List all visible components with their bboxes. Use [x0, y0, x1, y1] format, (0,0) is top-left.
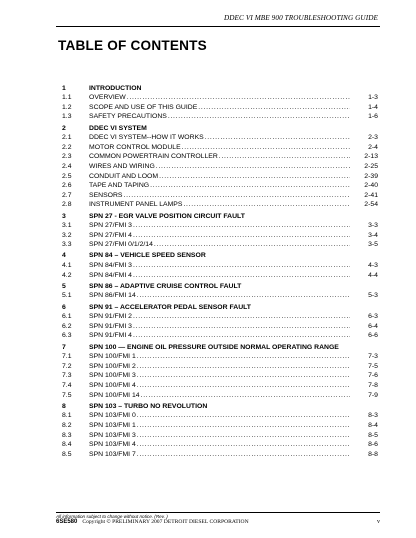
footer-rule — [56, 512, 380, 513]
table-of-contents — [62, 82, 378, 459]
entry-page-number: 8-5 — [368, 431, 378, 439]
entry-title-with-leader — [89, 331, 350, 341]
toc-entry[interactable] — [62, 291, 378, 301]
section-title: SPN 27 - EGR VALVE POSITION CIRCUIT FAULT — [89, 212, 245, 220]
entry-title-with-leader — [89, 221, 350, 231]
entry-number: 2.5 — [62, 172, 72, 180]
entry-title-with-leader — [89, 352, 350, 362]
dot-leader — [136, 381, 350, 391]
entry-title: SPN 27/FMI 3 — [89, 222, 132, 230]
entry-title-with-leader — [89, 431, 350, 441]
section-title: SPN 91 – ACCELERATOR PEDAL SENSOR FAULT — [89, 303, 251, 311]
section-number: 5 — [62, 282, 66, 290]
section-number: 8 — [62, 402, 66, 410]
entry-title: SENSORS — [89, 191, 123, 199]
section-title: SPN 86 – ADAPTIVE CRUISE CONTROL FAULT — [89, 282, 242, 290]
entry-title-with-leader — [89, 231, 350, 241]
entry-page-number: 5-3 — [368, 292, 378, 300]
entry-title: SPN 27/FMI 0/1/2/14 — [89, 241, 153, 249]
entry-number: 6.3 — [62, 332, 72, 340]
toc-section-heading[interactable] — [62, 303, 378, 313]
dot-leader — [126, 93, 350, 103]
entry-title: SPN 91/FMI 4 — [89, 332, 132, 340]
section-number: 1 — [62, 84, 66, 92]
entry-number: 8.1 — [62, 412, 72, 420]
toc-section-heading[interactable] — [62, 343, 378, 353]
dot-leader — [136, 450, 350, 460]
entry-title-with-leader — [89, 371, 350, 381]
section-title: SPN 84 – VEHICLE SPEED SENSOR — [89, 252, 206, 260]
entry-number: 8.4 — [62, 441, 72, 449]
entry-number: 1.1 — [62, 94, 72, 102]
entry-number: 4.1 — [62, 262, 72, 270]
entry-page-number: 2-25 — [364, 162, 378, 170]
toc-section-heading[interactable] — [62, 402, 378, 412]
entry-page-number: 1-6 — [368, 113, 378, 121]
entry-page-number: 2-13 — [364, 153, 378, 161]
toc-entry[interactable] — [62, 93, 378, 103]
entry-page-number: 3-4 — [368, 231, 378, 239]
dot-leader — [136, 440, 350, 450]
entry-title-with-leader — [89, 93, 350, 103]
entry-title-with-leader — [89, 133, 350, 143]
entry-number: 2.4 — [62, 162, 72, 170]
entry-number: 3.2 — [62, 231, 72, 239]
toc-entry[interactable] — [62, 133, 378, 143]
dot-leader — [155, 162, 350, 172]
entry-page-number: 8-3 — [368, 412, 378, 420]
dot-leader — [167, 112, 350, 122]
entry-title: CONDUIT AND LOOM — [89, 172, 159, 180]
entry-title-with-leader — [89, 162, 350, 172]
dot-leader — [140, 391, 350, 401]
dot-leader — [132, 312, 350, 322]
entry-title-with-leader — [89, 381, 350, 391]
dot-leader — [122, 191, 350, 201]
toc-entry[interactable] — [62, 431, 378, 441]
entry-title: SPN 103/FMI 1 — [89, 421, 136, 429]
entry-number: 7.1 — [62, 353, 72, 361]
entry-number: 8.3 — [62, 431, 72, 439]
entry-page-number: 8-8 — [368, 450, 378, 458]
dot-leader — [136, 421, 350, 431]
section-number: 6 — [62, 303, 66, 311]
section-title: SPN 100 — ENGINE OIL PRESSURE OUTSIDE NORMAL OPERATING RANGE — [89, 343, 339, 351]
section-title: SPN 103 – TURBO NO REVOLUTION — [89, 402, 208, 410]
entry-number: 7.2 — [62, 362, 72, 370]
entry-page-number: 1-4 — [368, 103, 378, 111]
toc-entry[interactable] — [62, 352, 378, 362]
toc-entry[interactable] — [62, 261, 378, 271]
dot-leader — [136, 362, 350, 372]
entry-title-with-leader — [89, 191, 350, 201]
page-number: v — [377, 519, 380, 525]
section-number: 4 — [62, 252, 66, 260]
entry-title: SPN 91/FMI 2 — [89, 313, 132, 321]
entry-title: SPN 103/FMI 4 — [89, 441, 136, 449]
entry-number: 2.3 — [62, 153, 72, 161]
entry-title: SPN 100/FMI 14 — [89, 391, 140, 399]
entry-page-number: 7-8 — [368, 381, 378, 389]
page-title: TABLE OF CONTENTS — [58, 38, 207, 53]
toc-entry[interactable] — [62, 103, 378, 113]
entry-page-number: 2-39 — [364, 172, 378, 180]
entry-number: 8.2 — [62, 421, 72, 429]
entry-number: 2.2 — [62, 143, 72, 151]
section-title: DDEC VI SYSTEM — [89, 124, 147, 132]
dot-leader — [204, 133, 350, 143]
section-number: 2 — [62, 124, 66, 132]
entry-page-number: 6-6 — [368, 332, 378, 340]
entry-page-number: 1-3 — [368, 94, 378, 102]
entry-number: 6.2 — [62, 322, 72, 330]
entry-number: 2.1 — [62, 134, 72, 142]
dot-leader — [136, 431, 350, 441]
entry-page-number: 7-3 — [368, 353, 378, 361]
entry-page-number: 4-3 — [368, 262, 378, 270]
toc-section-heading[interactable] — [62, 251, 378, 261]
entry-title-with-leader — [89, 312, 350, 322]
toc-section-heading[interactable] — [62, 212, 378, 222]
entry-number: 7.5 — [62, 391, 72, 399]
entry-title-with-leader — [89, 200, 350, 210]
entry-number: 3.1 — [62, 222, 72, 230]
entry-title: SPN 100/FMI 2 — [89, 362, 136, 370]
entry-page-number: 3-5 — [368, 241, 378, 249]
entry-page-number: 7-9 — [368, 391, 378, 399]
dot-leader — [181, 143, 350, 153]
toc-section-heading[interactable] — [62, 282, 378, 292]
entry-title-with-leader — [89, 152, 350, 162]
toc-entry[interactable] — [62, 271, 378, 281]
entry-title: INSTRUMENT PANEL LAMPS — [89, 201, 183, 209]
entry-title: SPN 100/FMI 3 — [89, 372, 136, 380]
toc-entry[interactable] — [62, 362, 378, 372]
entry-title-with-leader — [89, 291, 350, 301]
toc-entry[interactable] — [62, 440, 378, 450]
entry-title: SAFETY PRECAUTIONS — [89, 113, 167, 121]
entry-title: SCOPE AND USE OF THIS GUIDE — [89, 103, 198, 111]
toc-entry[interactable] — [62, 221, 378, 231]
entry-title-with-leader — [89, 391, 350, 401]
toc-entry[interactable] — [62, 240, 378, 250]
entry-title-with-leader — [89, 362, 350, 372]
section-title: INTRODUCTION — [89, 84, 142, 92]
toc-entry[interactable] — [62, 331, 378, 341]
toc-entry[interactable] — [62, 411, 378, 421]
entry-page-number: 2-40 — [364, 182, 378, 190]
dot-leader — [136, 411, 350, 421]
dot-leader — [149, 181, 350, 191]
dot-leader — [132, 331, 350, 341]
toc-entry[interactable] — [62, 200, 378, 210]
entry-title: SPN 103/FMI 3 — [89, 431, 136, 439]
entry-page-number: 7-6 — [368, 372, 378, 380]
toc-section-heading[interactable] — [62, 84, 378, 94]
entry-title-with-leader — [89, 411, 350, 421]
entry-number: 6.1 — [62, 313, 72, 321]
toc-entry[interactable] — [62, 322, 378, 332]
entry-page-number: 2-3 — [368, 134, 378, 142]
entry-number: 8.5 — [62, 450, 72, 458]
entry-page-number: 8-4 — [368, 421, 378, 429]
dot-leader — [132, 271, 350, 281]
entry-title: OVERVIEW — [89, 94, 126, 102]
dot-leader — [158, 172, 350, 182]
entry-title: DDEC VI SYSTEM--HOW IT WORKS — [89, 134, 204, 142]
entry-title-with-leader — [89, 143, 350, 153]
entry-number: 3.3 — [62, 241, 72, 249]
toc-entry[interactable] — [62, 112, 378, 122]
entry-title: SPN 86/FMI 14 — [89, 292, 136, 300]
toc-entry[interactable] — [62, 181, 378, 191]
dot-leader — [132, 322, 350, 332]
entry-page-number: 2-4 — [368, 143, 378, 151]
entry-page-number: 2-54 — [364, 201, 378, 209]
section-number: 3 — [62, 212, 66, 220]
entry-title: COMMON POWERTRAIN CONTROLLER — [89, 153, 218, 161]
entry-title-with-leader — [89, 240, 350, 250]
toc-entry[interactable] — [62, 381, 378, 391]
entry-title: SPN 103/FMI 0 — [89, 412, 136, 420]
toc-entry[interactable] — [62, 162, 378, 172]
entry-title: MOTOR CONTROL MODULE — [89, 143, 181, 151]
toc-entry[interactable] — [62, 371, 378, 381]
toc-entry[interactable] — [62, 391, 378, 401]
entry-page-number: 4-4 — [368, 271, 378, 279]
entry-title-with-leader — [89, 261, 350, 271]
entry-page-number: 7-5 — [368, 362, 378, 370]
document-id: 6SE580 — [56, 519, 78, 525]
entry-title: SPN 84/FMI 4 — [89, 271, 132, 279]
entry-page-number: 6-4 — [368, 322, 378, 330]
entry-number: 2.7 — [62, 191, 72, 199]
entry-title-with-leader — [89, 181, 350, 191]
footer — [56, 519, 380, 525]
dot-leader — [132, 231, 350, 241]
copyright-notice: Copyright © PRELIMINARY 2007 DETROIT DIESEL CORPORATION — [82, 519, 249, 525]
entry-number: 4.2 — [62, 271, 72, 279]
entry-page-number: 8-6 — [368, 441, 378, 449]
toc-entry[interactable] — [62, 143, 378, 153]
toc-entry[interactable] — [62, 191, 378, 201]
entry-page-number: 3-3 — [368, 222, 378, 230]
entry-title-with-leader — [89, 103, 350, 113]
toc-entry[interactable] — [62, 172, 378, 182]
running-header: DDEC VI MBE 900 TROUBLESHOOTING GUIDE — [223, 14, 378, 22]
dot-leader — [136, 291, 350, 301]
entry-title: TAPE AND TAPING — [89, 182, 150, 190]
entry-title: SPN 27/FMI 4 — [89, 231, 132, 239]
entry-title-with-leader — [89, 421, 350, 431]
entry-number: 1.3 — [62, 113, 72, 121]
entry-page-number: 6-3 — [368, 313, 378, 321]
entry-title-with-leader — [89, 440, 350, 450]
dot-leader — [153, 240, 350, 250]
entry-number: 5.1 — [62, 292, 72, 300]
entry-title-with-leader — [89, 172, 350, 182]
entry-title-with-leader — [89, 322, 350, 332]
toc-entry[interactable] — [62, 421, 378, 431]
entry-number: 1.2 — [62, 103, 72, 111]
dot-leader — [218, 152, 350, 162]
section-number: 7 — [62, 343, 66, 351]
entry-title: SPN 84/FMI 3 — [89, 262, 132, 270]
entry-title: SPN 100/FMI 1 — [89, 353, 136, 361]
dot-leader — [136, 352, 350, 362]
header-rule — [56, 26, 380, 27]
dot-leader — [182, 200, 350, 210]
entry-title: SPN 100/FMI 4 — [89, 381, 136, 389]
entry-number: 7.3 — [62, 372, 72, 380]
entry-number: 2.6 — [62, 182, 72, 190]
footer-notice: All information subject to change without notice. (Rev. ) — [56, 514, 168, 519]
toc-entry[interactable] — [62, 231, 378, 241]
entry-title-with-leader — [89, 271, 350, 281]
entry-number: 7.4 — [62, 381, 72, 389]
toc-entry[interactable] — [62, 450, 378, 460]
dot-leader — [132, 221, 350, 231]
entry-title-with-leader — [89, 450, 350, 460]
entry-title: WIRES AND WIRING — [89, 162, 155, 170]
toc-entry[interactable] — [62, 312, 378, 322]
toc-section-heading[interactable] — [62, 124, 378, 134]
dot-leader — [197, 103, 350, 113]
dot-leader — [136, 371, 350, 381]
entry-page-number: 2-41 — [364, 191, 378, 199]
toc-entry[interactable] — [62, 152, 378, 162]
entry-title: SPN 91/FMI 3 — [89, 322, 132, 330]
entry-title-with-leader — [89, 112, 350, 122]
entry-title: SPN 103/FMI 7 — [89, 450, 136, 458]
entry-number: 2.8 — [62, 201, 72, 209]
dot-leader — [132, 261, 350, 271]
